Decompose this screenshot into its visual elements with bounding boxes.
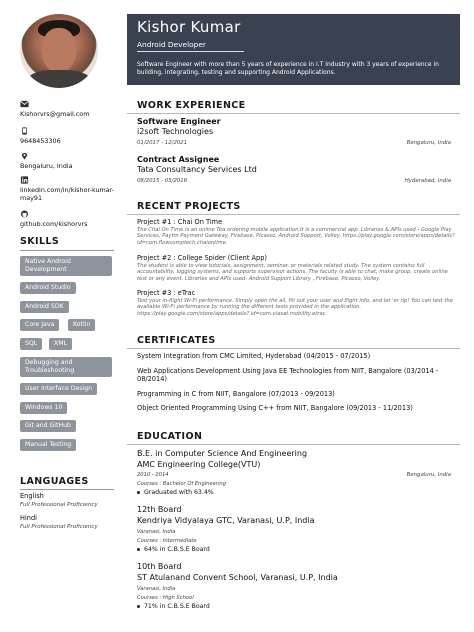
contact-email[interactable] — [20, 100, 120, 118]
skill-chip: Android SDK — [20, 301, 69, 313]
job-dates: 08/2015 - 05/2016 — [137, 178, 188, 184]
skill-chip: Git and GitHub — [20, 420, 76, 432]
edu-dates: 2010 - 2014 — [137, 472, 169, 478]
contact-linkedin[interactable] — [20, 176, 120, 202]
mail-icon — [20, 100, 29, 108]
project-name: Project #2 : College Spider (Client App) — [137, 254, 267, 262]
edu-degree: 12th Board — [137, 505, 182, 514]
skill-chip: Kotlin — [68, 319, 95, 331]
edu-degree: 10th Board — [137, 562, 182, 571]
avatar — [20, 14, 98, 88]
contact-location — [20, 152, 120, 170]
project-description: The student is able to view tutorials, assignment, seminar, or materials related study. The system contains full accountability, logging systems, and supports supervisor actions. The faculty is able to chat, make group, create online test or any event. Libraries and APIs used- Android Support Library , Firebase, Picasso, Volley. — [137, 263, 448, 282]
job-location: Hyderabad, India — [404, 178, 451, 184]
contact-phone[interactable] — [20, 127, 120, 145]
contact-email-text: Kishorvrs@gmail.com — [20, 110, 90, 118]
contact-github[interactable] — [20, 210, 120, 228]
skill-chip: SQL — [20, 338, 42, 350]
contact-linkedin-text: linkedin.com/in/kishor-kumar-may91 — [20, 186, 115, 202]
work-experience-divider — [127, 113, 460, 114]
summary-text: Software Engineer with more than 5 years of experience in I.T Industry with 3 years of experience in building, integrating, testing and supporting Android Applications. — [137, 61, 439, 76]
edu-courses: Courses : High School — [137, 595, 194, 601]
language-level: Full Professional Proficiency — [20, 502, 98, 508]
edu-courses: Courses : Intermediate — [137, 538, 197, 544]
github-icon — [20, 210, 29, 218]
certificate-item: Object Oriented Programming Using C++ from NIIT, Bangalore (09/2013 - 11/2013) — [137, 404, 413, 412]
edu-school: ST Atulanand Convent School, Varanasi, U.P, India — [137, 573, 338, 582]
education-divider — [127, 444, 460, 445]
skill-chip: Windows 10 — [20, 402, 67, 414]
certificate-item: Programming in C from NIIT, Bangalore (07/2013 - 09/2013) — [137, 390, 335, 398]
skill-chip: User Interface Design — [20, 383, 97, 395]
edu-result: 64% in C.B.S.E Board — [137, 546, 210, 553]
language-level: Full Professional Proficiency — [20, 524, 98, 530]
education-heading: EDUCATION — [137, 431, 203, 442]
contact-phone-text: 9648453306 — [20, 137, 61, 145]
job-company: Tata Consultancy Services Ltd — [137, 165, 257, 174]
skill-chip: Core Java — [20, 319, 59, 331]
skill-chip: Manual Testing — [20, 439, 76, 451]
languages-heading: LANGUAGES — [20, 476, 89, 487]
edu-dates: Varanasi, India — [137, 529, 176, 535]
edu-courses: Courses : Bachelor Of Engineering — [137, 481, 227, 487]
candidate-role: Android Developer — [137, 40, 206, 49]
certificate-item: Web Applications Development Using Java EE Technologies from NIIT, Bangalore (03/2014 - 08/2014) — [137, 367, 439, 384]
edu-dates: Varanasi, India — [137, 586, 176, 592]
edu-school: AMC Engineering College(VTU) — [137, 460, 261, 469]
skills-heading: SKILLS — [20, 236, 60, 247]
edu-school: Kendriya Vidyalaya GTC, Varanasi, U.P, India — [137, 516, 315, 525]
project-description: The Chai On Time is an online Tea ordering mobile application.It is a commercial app. Libraries & APIs used - Google Play Services, Paytm Payment Gateway, Firebase, Picasso, Android Support, Volley. https://play.google.com/store/apps/details?id=com.flowcomptech.chaiontime. — [137, 227, 455, 246]
edu-degree: B.E. in Computer Science And Engineering — [137, 449, 308, 458]
work-experience-heading: WORK EXPERIENCE — [137, 100, 246, 111]
job-dates: 01/2017 - 12/2021 — [137, 140, 188, 146]
skill-chip: Native Android Development — [20, 256, 112, 276]
skills-divider — [20, 250, 114, 251]
contact-github-text: github.com/kishorvrs — [20, 220, 88, 228]
location-pin-icon — [20, 152, 29, 160]
left-column — [0, 0, 122, 632]
edu-location: Bengaluru, India — [406, 472, 451, 478]
certificates-heading: CERTIFICATES — [137, 335, 216, 346]
language-name: Hindi — [20, 514, 37, 522]
job-role: Software Engineer — [137, 117, 221, 126]
language-name: English — [20, 492, 44, 500]
edu-result: 71% in C.B.S.E Board — [137, 603, 210, 610]
certificates-divider — [127, 348, 460, 349]
certificate-item: System Integration from CMC Limited, Hyderabad (04/2015 - 07/2015) — [137, 352, 371, 360]
job-company: i2soft Technologies — [137, 127, 214, 136]
skill-chip: XML — [49, 338, 72, 350]
project-name: Project #1 : Chai On Time — [137, 218, 223, 226]
contact-location-text: Bengaluru, India — [20, 162, 73, 170]
recent-projects-heading: RECENT PROJECTS — [137, 201, 241, 212]
skill-chip: Android Studio — [20, 282, 76, 294]
skill-chip: Debugging and Troubleshooting — [20, 357, 112, 377]
languages-divider — [20, 489, 114, 490]
header-banner — [127, 14, 460, 85]
linkedin-icon — [20, 176, 29, 184]
job-role: Contract Assignee — [137, 155, 220, 164]
job-location: Bengaluru, India — [406, 140, 451, 146]
recent-projects-divider — [127, 214, 460, 215]
phone-icon — [20, 127, 29, 135]
project-description: Test your in-flight Wi-Fi performance. Simply open the all, fill out your user and flight info, and let 'er rip! You can test the available Wi-Fi performance by running the different tests provided in the application. https://play.google.com/store/apps/details? id=com.viasat.mobility.etrac. — [137, 298, 453, 317]
edu-result: Graduated with 63.4% — [137, 489, 214, 496]
header-rule — [137, 51, 244, 52]
project-name: Project #3 : eTrac — [137, 289, 196, 297]
candidate-name: Kishor Kumar — [137, 18, 241, 36]
